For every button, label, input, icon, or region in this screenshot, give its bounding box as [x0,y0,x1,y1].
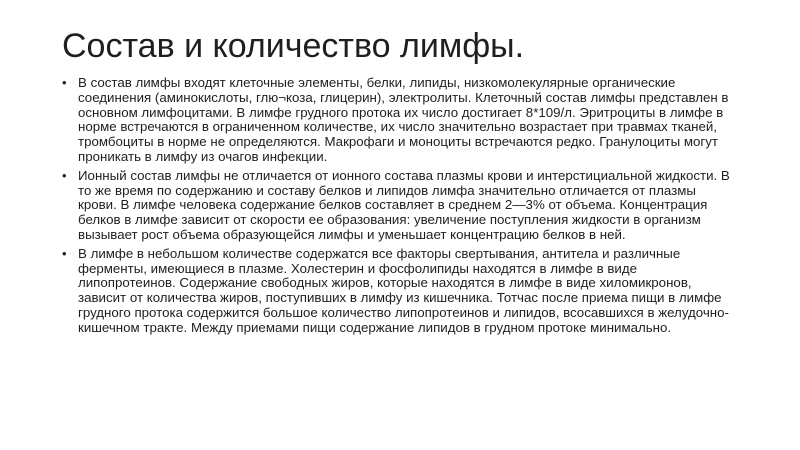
bullet-text: В лимфе в небольшом количестве содержатся все факторы свертывания, антитела и различные ферменты, имеющиеся в плазме. Холестерин и фосфолипиды находятся в лимфе в виде липопротеинов. Содержание свободных жиров, которые находятся в лимфе в виде хиломикронов, зависит от количества жиров, поступивших в лимфу из кишечника. Тотчас после приема пищи в лимфе грудного протока содержится большое количество липопротеинов и липидов, всосавшихся в желудочно-кишечном тракте. Между приемами пищи содержание липидов в грудном протоке минимально. [78,245,729,335]
bullet-text: Ионный состав лимфы не отличается от ионного состава плазмы крови и интерстициальной жидкости. В то же время по содержанию и составу белков и липидов лимфа значительно отличается от плазмы крови. В лимфе человека содержание белков составляет в среднем 2—3% от объема. Концентрация белков в лимфе зависит от скорости ее образования: увеличение поступления жидкости в организм вызывает рост объема образующейся лимфы и уменьшает концентрацию белков в ней. [78,167,730,242]
bullet-list [62,76,732,340]
bullet-item-coagulation-lipids [62,247,732,336]
bullet-item-cell-composition [62,76,732,165]
bullet-dot-icon: • [62,75,67,90]
bullet-dot-icon: • [62,167,67,183]
bullet-text: В состав лимфы входят клеточные элементы, белки, липиды, низкомолекулярные органические соединения (аминокислоты, глю¬коза, глицерин), электролиты. Клеточный состав лимфы представлен в основном лимфоцитами. В лимфе грудного протока их число достигает 8*109/л. Эритроциты в лимфе в норме встречаются в ограниченном количестве, их число значительно возрастает при травмах тканей, тромбоциты в норме не определяются. Макрофаги и моноциты встречаются редко. Гранулоциты могут проникать в лимфу из очагов инфекции. [78,75,729,164]
bullet-dot-icon: • [62,245,67,261]
slide-title: Состав и количество лимфы. [62,27,525,65]
bullet-item-ionic-composition [62,169,732,243]
